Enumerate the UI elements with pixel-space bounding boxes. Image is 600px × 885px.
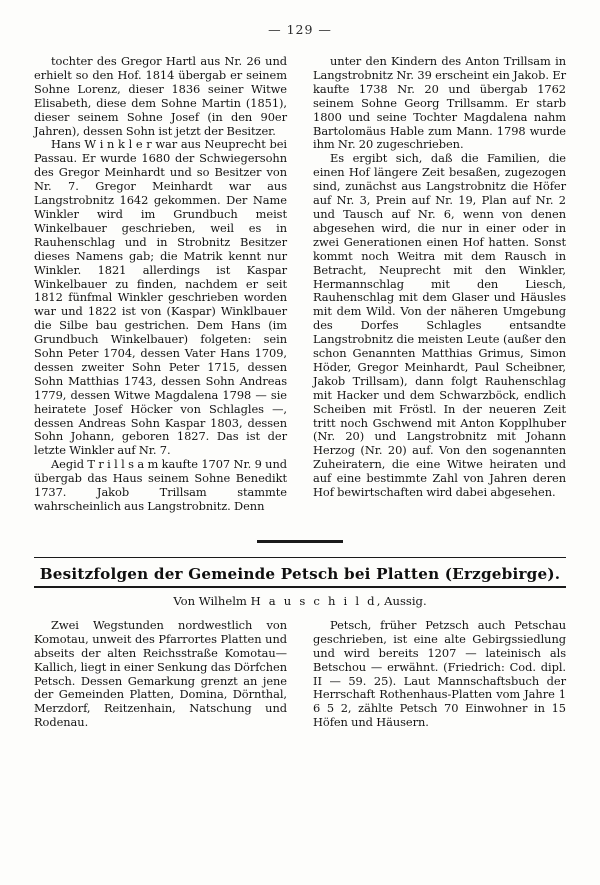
paragraph: unter den Kindern des Anton Trillsam in Langstrobnitz Nr. 39 erscheint ein Jakob. Er kaufte 1738 Nr. 20 und übergab 1762 seinem Sohne Georg Trillsamm. Er starb 1800 und seine Tochter Magdalena nahm Bartolomäus Hable zum Mann. 1798 wurde ihm Nr. 20 zugeschrieben.: [313, 54, 566, 152]
section-divider: [34, 528, 566, 547]
page-number: — 129 —: [268, 22, 332, 37]
paragraph: Hans W i n k l e r war aus Neuprecht bei Passau. Er wurde 1680 der Schwiegersohn des Gregor Meinhardt und so Besitzer von Nr. 7. Gregor Meinhardt war aus Langstrobnitz 1642 gekommen. Der Name Winkler wird im Grundbuch meist Winkelbauer geschrieben, weil es in Rauhenschlag und in Strobnitz Besitzer dieses Namens gab; die Matrik kennt nur Winkler. 1821 allerdings ist Kaspar Winkelbauer zu finden, nachdem er seit 1812 fünfmal Winkler geschrieben worden war und 1822 ist von (Kaspar) Winklbauer die Silbe bau gestrichen. Dem Hans (im Grundbuch Winkelbauer) folgeten: sein Sohn Peter 1704, dessen Vater Hans 1709, dessen zweiter Sohn Peter 1715, dessen Sohn Matthias 1743, dessen Sohn Andreas 1779, dessen Witwe Magdalena 1798 — sie heiratete Josef Höcker von Schlagles —, dessen Andreas Sohn Kaspar 1803, dessen Sohn Johann, geboren 1827. Das ist der letzte Winkler auf Nr. 7.: [34, 137, 287, 458]
bottom-right-column: [313, 619, 566, 730]
byline-suffix: , Aussig.: [376, 593, 427, 608]
section-rule-bottom: [34, 586, 566, 588]
section-rule-top: [34, 557, 566, 559]
paragraph: Aegid T r i l l s a m kaufte 1707 Nr. 9 und übergab das Haus seinem Sohne Benedikt 1737. Jakob Trillsam stammte wahrscheinlich aus Langstrobnitz. Denn: [34, 457, 287, 513]
left-column: [34, 55, 287, 514]
byline-prefix: Von Wilhelm: [173, 593, 251, 608]
divider-rule: [257, 540, 343, 543]
paragraph: Petsch, früher Petzsch auch Petschau geschrieben, ist eine alte Gebirgssiedlung und wird bereits 1207 — lateinisch als Betschou — erwähnt. (Friedrich: Cod. dipl. II — 59. 25). Laut Mannschaftsbuch der Herrschaft Rothenhaus-Platten vom Jahre 1 6 5 2, zählte Petsch 70 Einwohner in 15 Höfen und Häusern.: [313, 617, 566, 730]
section-byline: [34, 594, 566, 608]
paragraph: tochter des Gregor Hartl aus Nr. 26 und erhielt so den Hof. 1814 übergab er seinem Sohne Lorenz, dieser 1836 seiner Witwe Elisabeth, diese dem Sohne Martin (1851), dieser seinem Sohne Josef (in den 90er Jahren), dessen Sohn ist jetzt der Besitzer.: [34, 54, 287, 138]
bottom-left-column: [34, 619, 287, 730]
bottom-article-columns: [34, 619, 566, 730]
top-article-columns: [34, 55, 566, 514]
section-title: Besitzfolgen der Gemeinde Petsch bei Platten (Erzgebirge).: [39, 565, 561, 584]
byline-author-name: H a u s c h i l d: [250, 593, 377, 608]
right-column: [313, 55, 566, 500]
paragraph: Zwei Wegstunden nordwestlich von Komotau, unweit des Pfarrortes Platten und abseits der alten Reichsstraße Komotau—Kallich, liegt in einer Senkung das Dörfchen Petsch. Dessen Gemarkung grenzt an jene der Gemeinden Platten, Domina, Dörnthal, Merzdorf, Reitzenhain, Natschung und Rodenau.: [34, 617, 287, 730]
paragraph: Es ergibt sich, daß die Familien, die einen Hof längere Zeit besaßen, zugezogen sind, zunächst aus Langstrobnitz die Höfer auf Nr. 3, Prein auf Nr. 19, Plan auf Nr. 2 und Tausch auf Nr. 6, wenn von denen abgesehen wird, die nur in einer oder in zwei Generationen einen Hof hatten. Sonst kommt noch Weitra mit dem Rausch in Betracht, Neuprecht mit den Winkler, Hermannschlag mit den Liesch, Rauhenschlag mit dem Glaser und Häusles mit dem Wild. Von der näheren Umgebung des Dorfes Schlagles entsandte Langstrobnitz die meisten Leute (außer den schon Genannten Matthias Grimus, Simon Höder, Gregor Meinhardt, Paul Scheibner, Jakob Trillsam), dann folgt Rauhenschlag mit Hacker und dem Schwarzböck, endlich Scheiben mit Fröstl. In der neueren Zeit tritt noch Gschwend mit Anton Kopplhuber (Nr. 20) und Langstrobnitz mit Johann Herzog (Nr. 20) auf. Von den sogenannten Zuheiratern, die eine Witwe heiraten und auf eine bestimmte Zahl von Jahren deren Hof bewirtschaften wird dabei abgesehen.: [313, 151, 566, 500]
